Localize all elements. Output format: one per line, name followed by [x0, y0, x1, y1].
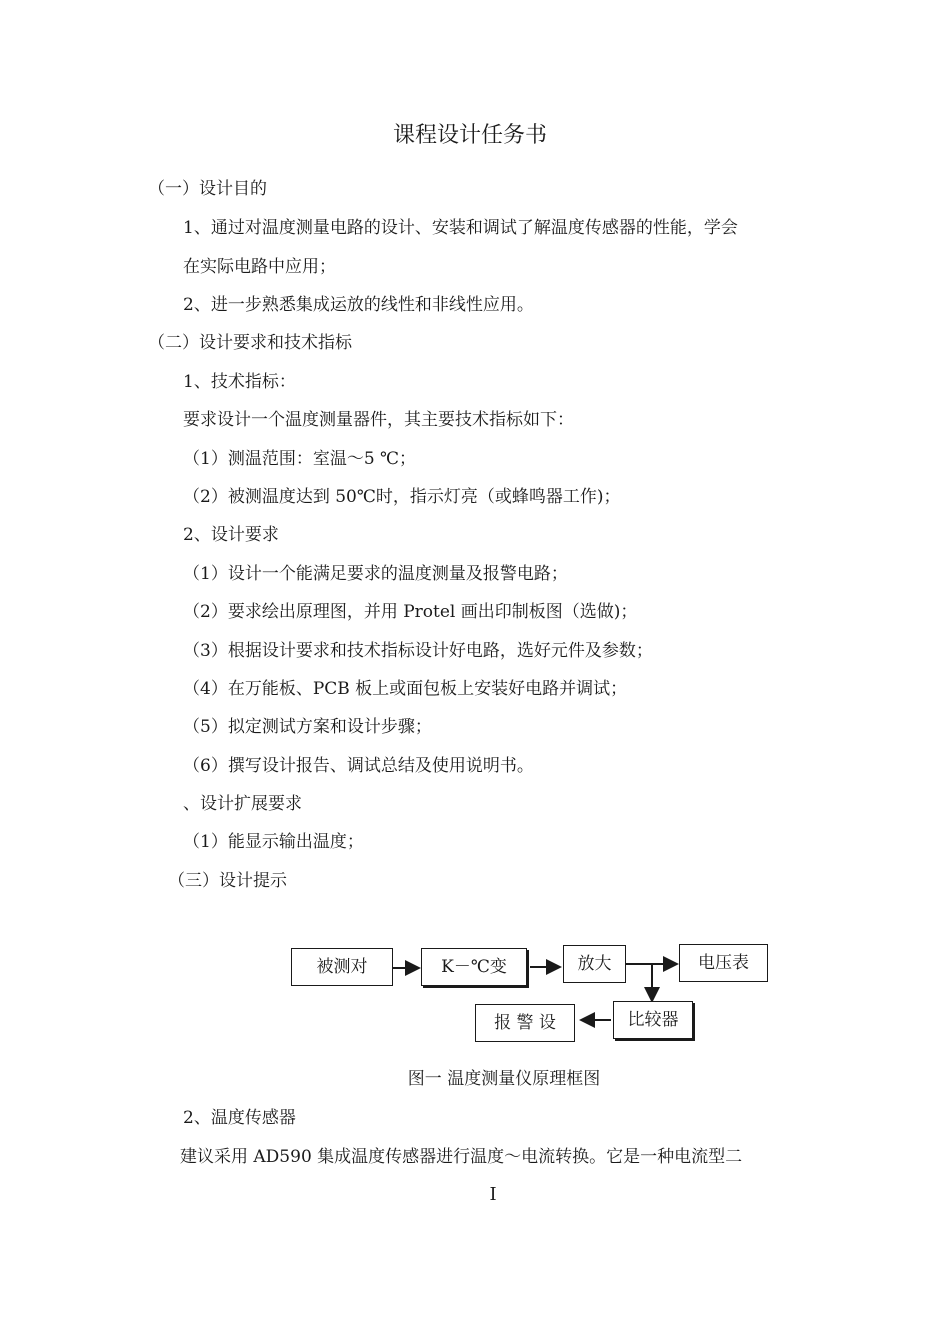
page-number: I	[489, 1184, 497, 1205]
box-measured-object: 被测对	[291, 948, 393, 986]
box-voltmeter: 电压表	[679, 944, 768, 982]
box-alarm: 报 警 设	[475, 1004, 575, 1042]
list-item: （2）要求绘出原理图，并用 Protel 画出印制板图（选做)；	[183, 602, 638, 622]
list-item: （1）能显示输出温度；	[183, 832, 364, 852]
list-item: （5）拟定测试方案和设计步骤；	[183, 717, 432, 737]
list-item: （2）被测温度达到 50℃时，指示灯亮（或蜂鸣器工作)；	[183, 487, 621, 507]
paragraph-line: 2、进一步熟悉集成运放的线性和非线性应用。	[183, 295, 534, 315]
subheading: 、设计扩展要求	[183, 794, 302, 814]
document-title: 课程设计任务书	[392, 123, 547, 148]
section-heading-3: （三）设计提示	[168, 871, 287, 891]
list-item: （6）撰写设计报告、调试总结及使用说明书。	[183, 756, 534, 776]
figure-caption: 图一 温度测量仪原理框图	[407, 1069, 601, 1089]
paragraph-line: 建议采用 AD590 集成温度传感器进行温度～电流转换。它是一种电流型二	[180, 1147, 743, 1167]
section-heading-2: （二）设计要求和技术指标	[148, 333, 352, 353]
box-amplifier: 放大	[563, 945, 626, 983]
subheading: 1、技术指标：	[183, 372, 296, 392]
subheading: 2、设计要求	[183, 525, 279, 545]
paragraph-line: 1、通过对温度测量电路的设计、安装和调试了解温度传感器的性能，学会	[183, 218, 738, 238]
list-item: （3）根据设计要求和技术指标设计好电路，选好元件及参数；	[183, 641, 653, 661]
box-converter: K－℃变	[421, 948, 527, 986]
list-item: （1）设计一个能满足要求的温度测量及报警电路；	[183, 564, 568, 584]
paragraph-line: 在实际电路中应用；	[183, 257, 336, 277]
subheading: 2、温度传感器	[183, 1108, 296, 1128]
section-heading-1: （一）设计目的	[148, 179, 267, 199]
list-item: （1）测温范围：室温～5 ℃；	[183, 449, 417, 469]
paragraph-line: 要求设计一个温度测量器件，其主要技术指标如下：	[183, 410, 574, 430]
list-item: （4）在万能板、PCB 板上或面包板上安装好电路并调试；	[183, 679, 628, 699]
box-comparator: 比较器	[613, 1001, 693, 1039]
